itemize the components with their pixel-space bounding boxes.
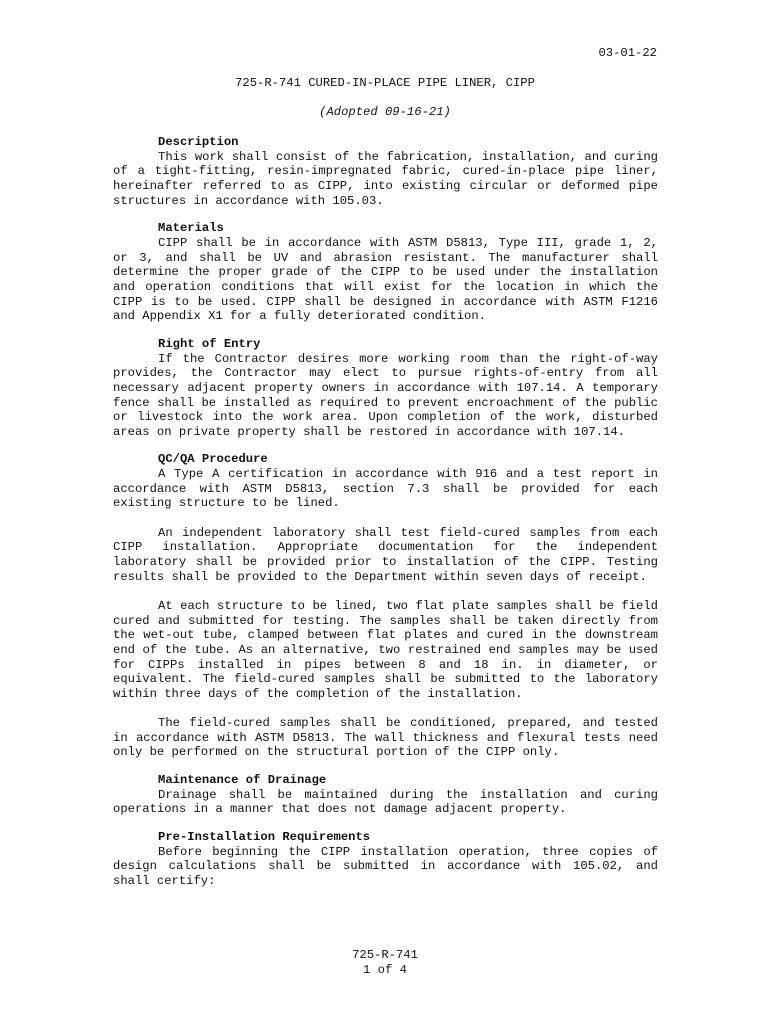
pre-installation-paragraph: Before beginning the CIPP installation operation, three copies of design calculations shall be submitted in accordance with 105.02, and shall certify: — [113, 844, 658, 888]
footer-code: 725-R-741 — [352, 948, 418, 962]
materials-paragraph: CIPP shall be in accordance with ASTM D5813, Type III, grade 1, 2, or 3, and shall be UV and abrasion resistant. The manufacturer shall determine the proper grade of the CIPP to be used under the installation and operation conditions that will exist for the location in which the CIPP is to be used. CIPP shall be designed in accordance with ASTM F1216 and Appendix X1 for a fully deteriorated condition. — [113, 235, 658, 324]
adopted-date: (Adopted 09-16-21) — [319, 105, 451, 119]
section-heading-description: Description — [158, 135, 239, 149]
section-heading-pre-installation: Pre-Installation Requirements — [158, 830, 371, 845]
document-body — [113, 135, 658, 889]
section-heading-qcqa: QC/QA Procedure — [158, 452, 268, 467]
section-heading-drainage: Maintenance of Drainage — [158, 773, 327, 788]
qcqa-paragraph-2: An independent laboratory shall test field-cured samples from each CIPP installation. Appropriate documentation for the independent laboratory shall be provided prior to installation of the CIPP. Testing results shall be provided to the Department within seven days of receipt. — [113, 525, 658, 584]
drainage-paragraph: Drainage shall be maintained during the installation and curing operations in a manner that does not damage adjacent property. — [113, 787, 658, 817]
right-of-entry-paragraph: If the Contractor desires more working room than the right-of-way provides, the Contractor may elect to pursue rights-of-entry from all necessary adjacent property owners in accordance with 107.14. A temporary fence shall be installed as required to prevent encroachment of the public or livestock into the work area. Upon completion of the work, disturbed areas on private property shall be restored in accordance with 107.14. — [113, 351, 658, 439]
description-paragraph: This work shall consist of the fabrication, installation, and curing of a tight-fitting, resin-impregnated fabric, cured-in-place pipe liner, hereinafter referred to as CIPP, into existing circular or deformed pipe structures in accordance with 105.03. — [113, 149, 658, 208]
page-number: 1 of 4 — [363, 963, 407, 977]
section-heading-right-of-entry: Right of Entry — [158, 336, 261, 351]
section-heading-materials: Materials — [158, 221, 224, 236]
document-title: 725-R-741 CURED-IN-PLACE PIPE LINER, CIPP — [235, 76, 535, 90]
qcqa-paragraph-3: At each structure to be lined, two flat plate samples shall be field cured and submitted for testing. The samples shall be taken directly from the wet-out tube, clamped between flat plates and cured in the downstream end of the tube. As an alternative, two restrained end samples may be used for CIPPs installed in pipes between 8 and 18 in. in diameter, or equivalent. The field-cured samples shall be submitted to the laboratory within three days of the completion of the installation. — [113, 598, 658, 701]
qcqa-paragraph-1: A Type A certification in accordance with 916 and a test report in accordance with ASTM D5813, section 7.3 shall be provided for each existing structure to be lined. — [113, 467, 658, 511]
revision-date: 03-01-22 — [598, 46, 657, 60]
qcqa-paragraph-4: The field-cured samples shall be conditioned, prepared, and tested in accordance with ASTM D5813. The wall thickness and flexural tests need only be performed on the structural portion of the CIPP only. — [113, 716, 658, 760]
